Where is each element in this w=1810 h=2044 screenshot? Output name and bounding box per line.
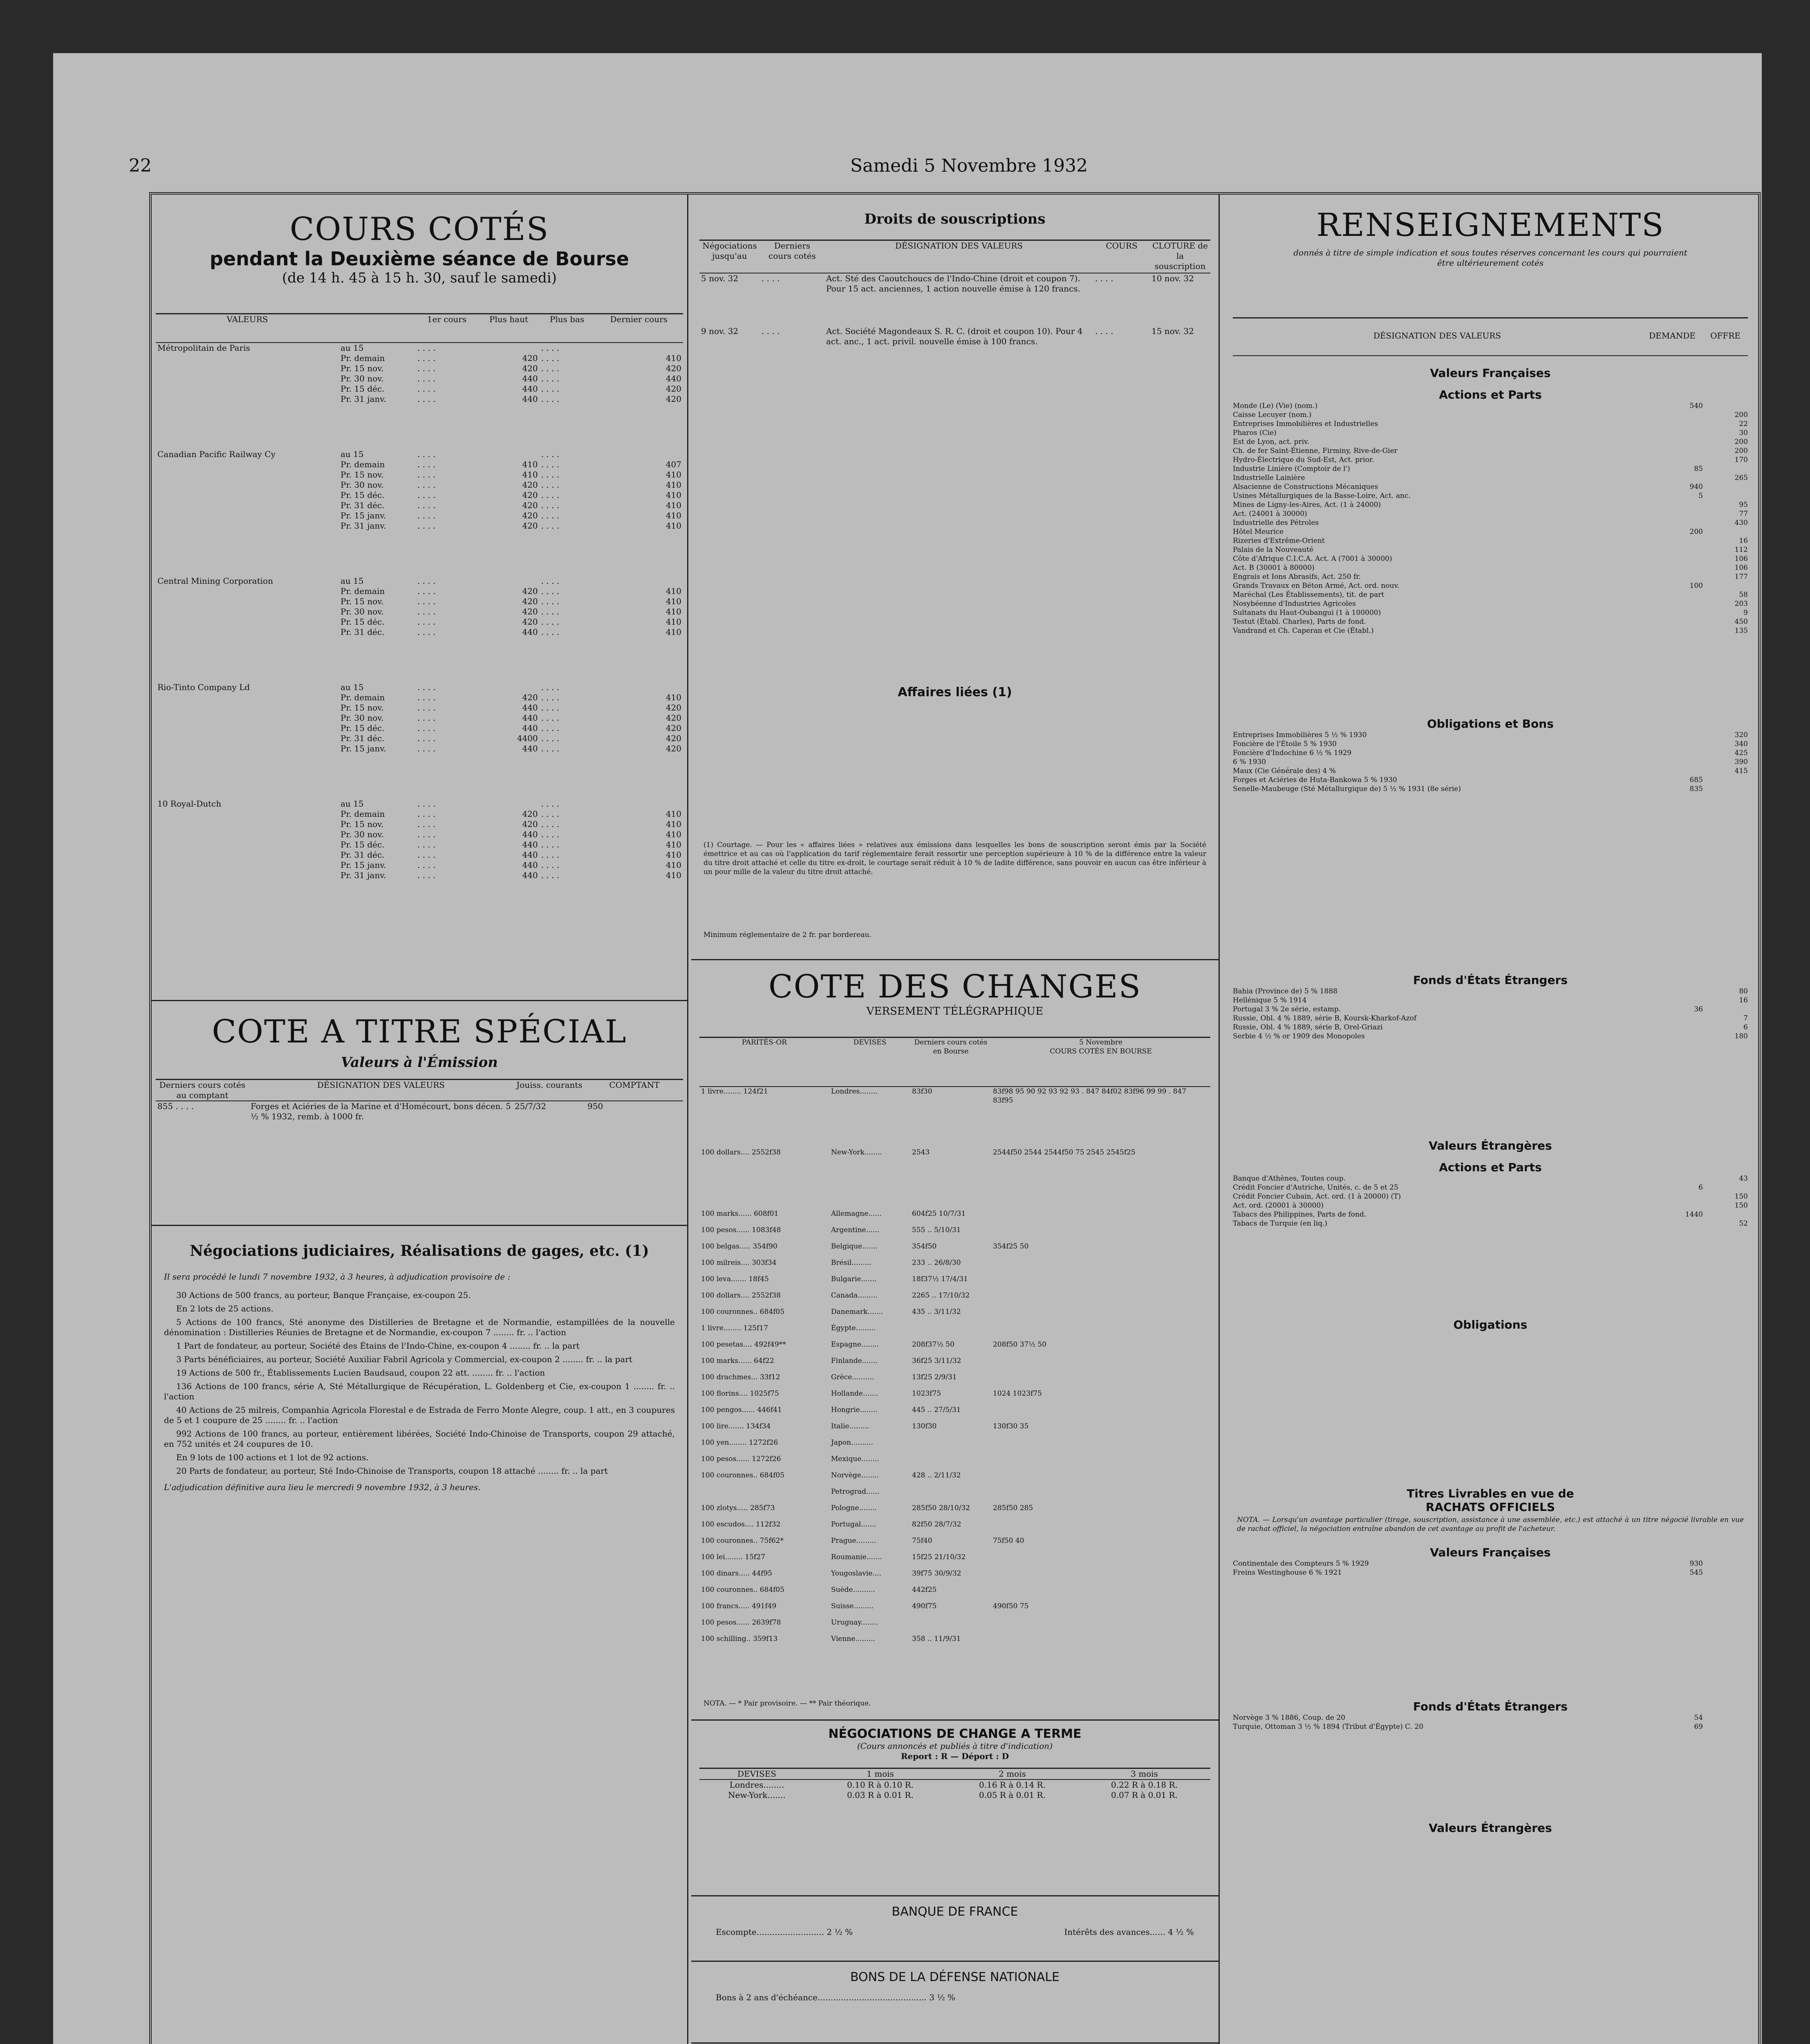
changes-title: COTE DES CHANGES (768, 968, 1142, 1005)
table-row: Central Mining Corporation au 15 . . . . . . . . (157, 576, 560, 586)
list-item: Act. (24001 à 30000) 77 (1233, 510, 1748, 518)
souscriptions-title: Droits de souscriptions (864, 211, 1046, 227)
list-item: 992 Actions de 100 francs, au porteur, entièrement libérées, Société Indo-Chinoise de Transports, coupon 29 attaché, en 752 unités et 24 coupures de 10. (164, 1429, 675, 1449)
table-row: Pr. 15 déc. . . . . 440 . . . . 420 (340, 723, 681, 733)
table-row: 100 yen........ 1272f26 Japon.......... (701, 1438, 874, 1447)
list-item: 3 Parts bénéficiaires, au porteur, Société Auxiliar Fabril Agricola y Commercial, ex-coupon 2 ........ fr. .. la part (176, 1354, 632, 1364)
list-item: Testut (Établ. Charles), Parts de fond. 450 (1233, 618, 1748, 626)
table-row: 100 dinars..... 44f95 Yougoslavie.... 39f75 30/9/32 (701, 1569, 961, 1578)
list-item: Hôtel Meurice 200 (1233, 528, 1703, 536)
table-row: Pr. 15 nov. . . . . 440 . . . . 420 (340, 702, 681, 713)
col-header: VALEURS (226, 314, 268, 324)
list-item: 30 Actions de 500 francs, au porteur, Banque Française, ex-coupon 25. (176, 1290, 471, 1300)
terme-table: DEVISES 1 mois 2 mois 3 mois Londres........ 0.10 R à 0.10 R. 0.16 R à 0.14 R. 0.22 R à 0.18 R. New-York....... 0.03 R à 0.01 R. 0.05 R à 0.01 R. 0.07 R à 0.01 R. (699, 1768, 1210, 1800)
list-item: Act. ord. (20001 à 30000) 150 (1233, 1201, 1748, 1210)
list-item: 5 Actions de 100 francs, Sté anonyme des Distilleries de Bretagne et de Normandie, estampillées de la nouvelle dénomination : Distilleries Réunies de Bretagne et de Normandie, ex-coupon 7 ........ fr. .. l'action (164, 1317, 675, 1337)
list-item: Entreprises Immobilières 5 ½ % 1930 320 (1233, 731, 1748, 739)
col-header: Plus bas (549, 314, 585, 324)
table-row: 100 leva....... 18f45 Bulgarie....... 18f37½ 17/4/31 (701, 1275, 968, 1283)
list-item: Pharos (Cie) 30 (1233, 429, 1748, 437)
negociations-section (152, 1225, 687, 1499)
col-jouiss: Jouiss. courants (516, 1080, 582, 1090)
list-item: Portugal 3 % 2e série, estamp. 36 (1233, 1005, 1703, 1013)
section-heading: Valeurs Françaises (1430, 366, 1551, 380)
table-row: 1 livre........ 124f21 Londres........ 83f30 83f98 95 90 92 93 92 93 . 847 84f02 83f96 99 99 . 847 83f95 (701, 1087, 1187, 1105)
bons-line: Bons à 2 ans d'échéance.......................................... 3 ½ % (716, 1992, 956, 2002)
list-item: 1 Part de fondateur, au porteur, Société des Étains de l'Indo-Chine, ex-coupon 4 ........ fr. .. la part (176, 1341, 580, 1351)
table-row: Pr. 30 nov. . . . . 440 . . . . 410 (340, 829, 681, 839)
table-row: Pr. demain . . . . 420 . . . . 410 (340, 353, 681, 363)
table-row: 100 escudos.... 112f32 Portugal....... 82f50 28/7/32 (701, 1520, 961, 1529)
section-heading: Valeurs Françaises (1430, 1546, 1551, 1559)
terme-section (691, 1719, 1219, 1806)
changes-section (691, 959, 1219, 1018)
souscriptions-minimum: Minimum réglementaire de 2 fr. par bordereau. (703, 931, 871, 939)
terme-title: NÉGOCIATIONS DE CHANGE A TERME (828, 1727, 1082, 1741)
table-row: 100 milreis.... 303f34 Brésil......... 233 .. 26/8/30 (701, 1258, 961, 1267)
table-row: 100 schilling.. 359f13 Vienne......... 358 .. 11/9/31 (701, 1634, 961, 1643)
cours-cotes-table (156, 313, 683, 926)
list-item: En 2 lots de 25 actions. (176, 1304, 273, 1313)
cours-cotes-title: COURS COTÉS (289, 211, 549, 248)
page-number: 22 (129, 155, 152, 176)
table-row: Pr. 15 déc. . . . . 420 . . . . 410 (340, 490, 681, 500)
col-desc: DÉSIGNATION DES VALEURS (317, 1080, 445, 1090)
list-item: Forges et Aciéries de Huta-Bankowa 5 % 1930 685 (1233, 776, 1703, 784)
list-item: Maux (Cie Générale des) 4 % 415 (1233, 767, 1748, 775)
list-item: Freins Westinghouse 6 % 1921 545 (1233, 1569, 1703, 1577)
list-item: Ch. de fer Saint-Étienne, Firminy, Rive-de-Gier 200 (1233, 447, 1748, 455)
table-row: 5 nov. 32 . . . . Act. Sté des Caoutchoucs de l'Indo-Chine (droit et coupon 7). Pour 15 act. anciennes, 1 action nouvelle émise à 120 francs. . . . . 10 nov. 32 (701, 273, 1194, 294)
cours-cotes-subtitle: pendant la Deuxième séance de Bourse (210, 248, 629, 270)
list-item: Sultanats du Haut-Oubangui (1 à 100000) 9 (1233, 609, 1748, 617)
table-row: New-York....... 0.03 R à 0.01 R. 0.05 R à 0.01 R. 0.07 R à 0.01 R. (728, 1790, 1178, 1800)
cours-cotes-subtitle2: (de 14 h. 45 à 15 h. 30, sauf le samedi) (282, 270, 557, 286)
banque-section (691, 1895, 1219, 1945)
list-item: Russie, Obl. 4 % 1889, série B, Koursk-Kharkof-Azof 7 (1233, 1014, 1748, 1022)
changes-subtitle: VERSEMENT TÉLÉGRAPHIQUE (866, 1005, 1044, 1018)
table-row: Pr. 31 janv. . . . . 440 . . . . 410 (340, 870, 681, 880)
list-item: Entreprises Immobilières et Industrielles 22 (1233, 420, 1748, 428)
table-row: Pr. 31 janv. . . . . 440 . . . . 420 (340, 394, 681, 404)
renseignements-subtitle: donnés à titre de simple indication et sous toutes réserves concernant les cours qui pourraient être ultérieurement cotés (1293, 248, 1687, 268)
renseignements-title: RENSEIGNEMENTS (1316, 207, 1664, 244)
table-row: 100 pesetas.... 492f49** Espagne........ 208f37½ 50 208f50 37½ 50 (701, 1340, 1046, 1349)
list-item: 136 Actions de 100 francs, série A, Sté Métallurgique de Récupération, L. Goldenberg et Cie, ex-coupon 1 ........ fr. .. l'action (164, 1381, 675, 1401)
col-header (339, 314, 416, 343)
table-row: 100 lei........ 15f27 Roumanie....... 15f25 21/10/32 (701, 1553, 966, 1561)
table-row: Pr. 15 nov. . . . . 410 . . . . 410 (340, 469, 681, 480)
cote-special-title: COTE A TITRE SPÉCIAL (212, 1013, 627, 1050)
col-header: Plus haut (489, 314, 529, 324)
table-row: Pr. 30 nov. . . . . 420 . . . . 410 (340, 480, 681, 490)
list-item: Côte d'Afrique C.I.C.A. Act. A (7001 à 30000) 106 (1233, 555, 1748, 563)
list-item: Alsacienne de Constructions Mécaniques 940 (1233, 483, 1703, 491)
section-heading: Fonds d'États Étrangers (1413, 1700, 1568, 1713)
cote-special-subtitle: Valeurs à l'Émission (340, 1054, 498, 1071)
banque-avances: Intérêts des avances...... 4 ½ % (1064, 1927, 1194, 1937)
list-item: Usines Métallurgiques de la Basse-Loire, Act. anc. 5 (1233, 492, 1703, 500)
bons-title: BONS DE LA DÉFENSE NATIONALE (850, 1970, 1060, 1984)
table-row: 100 florins.... 1025f75 Hollande....... 1023f75 1024 1023f75 (701, 1389, 1042, 1398)
negociations-intro: Il sera procédé le lundi 7 novembre 1932, à 3 heures, à adjudication provisoire de : (164, 1272, 511, 1282)
table-row: Pr. 31 déc. . . . . 4400 . . . . 420 (340, 733, 681, 743)
changes-table: PARITÉS-OR DEVISES Derniers cours cotés en Bourse 5 Novembre COURS COTÉS EN BOURSE 1 livre........ 124f21 Londres........ 83f30 83f98 95 90 92 93 92 93 . 847 84f02 83f96 99 99 . 847 83f95 100 dollars.... 2552f38 New-York........ 2543 2544f50 2544 2544f50 75 2545 2545f25 100 marks...... 608f01 Allemagne...... 604f25 10/7/31 100 pesos...... 1083f48 Argentine...... 555 .. 5/10/31 100 belgas..... 354f90 Belgique....... 354f50 354f25 50 100 milreis.... 303f34 Brésil......... 233 .. 26/8/30 100 leva....... 18f45 Bulgarie....... 18f37½ 17/4/31 100 dollars.... 2552f38 Canada......... 2265 .. 17/10/32 100 couronnes.. 684f05 Danemark....... 435 .. 3/11/32 1 livre........ 125f17 Égypte......... 100 pesetas.... 492f49** Espagne........ 208f37½ 50 208f50 37½ 50 100 marks...... 64f22 Finlande....... 36f25 3/11/32 100 drachmes... 33f12 Grèce.......... 13f25 2/9/31 100 florins.... 1025f75 Hollande....... 1023f75 1024 1023f75 100 pengos...... 446f41 Hongrie........ 445 .. 27/5/31 100 lire....... 134f34 Italie......... 130f30 130f30 35 100 yen........ 1272f26 Japon.......... 100 pesos...... 1272f26 Mexique........ 100 couronnes.. 684f05 Norvège........ 428 .. 2/11/32 Petrograd...... 100 zlotys..... 285f73 Pologne........ 285f50 28/10/32 285f50 285 100 escudos.... 112f32 Portugal....... 82f50 28/7/32 100 couronnes.. 75f62* Prague......... 75f40 75f50 40 100 lei........ 15f27 Roumanie....... 15f25 21/10/32 100 dinars..... 44f95 Yougoslavie.... 39f75 30/9/32 100 couronnes.. 684f05 Suède.......... 442f25 100 francs..... 491f49 Suisse......... 490f75 490f50 75 100 pesos...... 2639f78 Uruguay........ 100 schilling.. 359f13 Vienne......... 358 .. 11/9/31 (699, 1037, 1210, 1651)
table-row: 100 lire....... 134f34 Italie......... 130f30 130f30 35 (701, 1422, 1029, 1430)
list-item: 19 Actions de 500 fr., Établissements Lucien Baudsaud, coupon 22 att. ........ fr. .. l'action (176, 1368, 545, 1378)
cote-special-section (152, 1000, 687, 1122)
list-item: Palais de la Nouveauté 112 (1233, 546, 1748, 554)
list-item: Continentale des Compteurs 5 % 1929 930 (1233, 1560, 1703, 1568)
table-row: Canadian Pacific Railway Cy au 15 . . . . . . . . (157, 449, 560, 459)
list-item: Industrielle Lainière 265 (1233, 474, 1748, 482)
table-row: Métropolitain de Paris au 15 . . . . . . . . (157, 343, 560, 353)
list-item: Bahia (Province de) 5 % 1888 80 (1233, 987, 1748, 995)
section-heading: Fonds d'États Étrangers (1413, 973, 1568, 987)
table-row: Pr. 15 déc. . . . . 440 . . . . 410 (340, 839, 681, 849)
table-row: 100 marks...... 64f22 Finlande....... 36f25 3/11/32 (701, 1356, 961, 1365)
table-row: Pr. 30 nov. . . . . 440 . . . . 420 (340, 713, 681, 723)
table-row: 100 pesos...... 1272f26 Mexique........ (701, 1455, 879, 1463)
terme-legend: Report : R — Déport : D (901, 1751, 1009, 1761)
table-row: 100 couronnes.. 684f05 Danemark....... 435 .. 3/11/32 (701, 1307, 961, 1316)
table-row: 9 nov. 32 . . . . Act. Société Magondeaux S. R. C. (droit et coupon 10). Pour 4 act. anc., 1 act. privil. nouvelle émise à 100 francs. . . . . 15 nov. 32 (701, 326, 1194, 346)
table-row: Pr. 15 nov. . . . . 420 . . . . 410 (340, 596, 681, 606)
souscriptions-footnote: (1) Courtage. — Pour les « affaires liées » relatives aux émissions dans lesquelles les bons de souscription seront émis par la Société émettrice et au cas où l'application du tarif réglementaire ferait ressortir une perception supérieure à 10 % de la différence entre la valeur du titre droit attaché et celle du titre ex-droit, le courtage serait réduit à 10 % de ladite différence, sans pouvoir en aucun cas être inférieur à un pour mille de la valeur du titre droit attaché. (703, 841, 1206, 876)
table-row: 100 couronnes.. 684f05 Suède.......... 442f25 (701, 1585, 937, 1594)
table-row: Pr. 15 janv. . . . . 440 . . . . 410 (340, 860, 681, 870)
section-heading: RACHATS OFFICIELS (1425, 1500, 1555, 1514)
list-item: Mines de Ligny-les-Aires, Act. (1 à 24000) 95 (1233, 501, 1748, 509)
list-item: Est de Lyon, act. priv. 200 (1233, 438, 1748, 446)
table-row: 100 dollars.... 2552f38 New-York........ 2543 2544f50 2544 2544f50 75 2545 2545f25 (701, 1148, 1136, 1156)
table-row: 100 pengos...... 446f41 Hongrie........ 445 .. 27/5/31 (701, 1405, 961, 1414)
list-item: Industrielle des Pétroles 430 (1233, 519, 1748, 527)
section-heading: Titres Livrables en vue de (1407, 1487, 1574, 1500)
list-item: Crédit Foncier Cubain, Act. ord. (1 à 20000) (T) 150 (1233, 1192, 1748, 1201)
negociations-title: Négociations judiciaires, Réalisations de gages, etc. (1) (190, 1242, 649, 1260)
table-row: 100 dollars.... 2552f38 Canada......... 2265 .. 17/10/32 (701, 1291, 970, 1300)
table-row: Pr. demain . . . . 420 . . . . 410 (340, 692, 681, 702)
table-row: Pr. 31 déc. . . . . 420 . . . . 410 (340, 500, 681, 510)
page-date: Samedi 5 Novembre 1932 (850, 155, 1088, 176)
col-header: 1er cours (427, 314, 467, 324)
table-row: 100 zlotys..... 285f73 Pologne........ 285f50 28/10/32 285f50 285 (701, 1504, 1033, 1512)
col-header: Dernier cours (610, 314, 668, 324)
table-row: Pr. demain . . . . 420 . . . . 410 (340, 809, 681, 819)
column-left (152, 195, 688, 2044)
table-row: Pr. 15 nov. . . . . 420 . . . . 420 (340, 363, 681, 373)
table-row: 100 marks...... 608f01 Allemagne...... 604f25 10/7/31 (701, 1209, 966, 1218)
table-row: 100 francs..... 491f49 Suisse......... 490f75 490f50 75 (701, 1602, 1029, 1610)
list-item: Caisse Lecuyer (nom.) 200 (1233, 411, 1748, 419)
table-row: Rio-Tinto Company Ld au 15 . . . . . . . . (157, 682, 560, 692)
list-item: En 9 lots de 100 actions et 1 lot de 92 actions. (176, 1452, 369, 1462)
list-item: Maréchal (Les Établissements), tit. de part 58 (1233, 591, 1748, 599)
table-row: 100 couronnes.. 684f05 Norvège........ 428 .. 2/11/32 (701, 1471, 961, 1479)
list-item: Monde (Le) (Vie) (nom.) 540 (1233, 402, 1703, 410)
table-row: 10 Royal-Dutch au 15 . . . . . . . . (157, 798, 560, 809)
list-item: Vandrand et Ch. Caperan et Cie (Établ.) 135 (1233, 627, 1748, 635)
column-right (1225, 195, 1756, 2044)
table-row: Petrograd...... (831, 1487, 880, 1496)
table-row: Pr. demain . . . . 420 . . . . 410 (340, 586, 681, 596)
souscriptions-table: Négociations jusqu'au Derniers cours cotés DÉSIGNATION DES VALEURS COURS CLOTURE de la souscription 5 nov. 32 . . . . Act. Sté des Caoutchoucs de l'Indo-Chine (droit et coupon 7). Pour 15 act. anciennes, 1 action nouvelle émise à 120 francs. . . . . 10 nov. 32 9 nov. 32 . . . . Act. Société Magondeaux S. R. C. (droit et coupon 10). Pour 4 act. anc., 1 act. privil. nouvelle émise à 100 francs. . . . . 15 nov. 32 (699, 240, 1210, 379)
section-heading: Obligations (1453, 1318, 1528, 1331)
list-item: 20 Parts de fondateur, au porteur, Sté Indo-Chinoise de Transports, coupon 18 attaché ........ fr. .. la part (176, 1466, 608, 1476)
col-comptant: COMPTANT (609, 1080, 660, 1090)
table-row: 100 couronnes.. 75f62* Prague......... 75f40 75f50 40 (701, 1536, 1024, 1545)
list-item: Foncière de l'Étoile 5 % 1930 340 (1233, 740, 1748, 748)
list-item: Crédit Foncier d'Autriche, Unités, c. de 5 et 25 6 (1233, 1183, 1703, 1192)
list-item: Engrais et Ions Abrasifs, Act. 250 fr. 177 (1233, 573, 1748, 581)
list-item: 40 Actions de 25 milreis, Companhia Agricola Florestal e de Estrada de Ferro Monte Alegre, coup. 1 att., en 3 coupures de 5 et 1 coupure de 25 ........ fr. .. l'action (164, 1405, 675, 1425)
section-heading: Valeurs Étrangères (1429, 1821, 1552, 1835)
table-header-row (156, 314, 683, 343)
cours-cotes-header (152, 211, 687, 286)
renseignements-header-row: DÉSIGNATION DES VALEURS DEMANDE OFFRE (1233, 317, 1748, 356)
page-frame (149, 192, 1761, 2044)
section-heading: Actions et Parts (1439, 388, 1542, 401)
list-item: 6 % 1930 390 (1233, 758, 1748, 766)
table-row: Pr. demain . . . . 410 . . . . 407 (340, 459, 681, 469)
affaires-liees: Affaires liées (1) (898, 685, 1012, 699)
table-row: Pr. 31 janv. . . . . 420 . . . . 410 (340, 520, 681, 531)
table-row: Pr. 15 janv. . . . . 420 . . . . 410 (340, 510, 681, 520)
table-row: Pr. 15 janv. . . . . 440 . . . . 420 (340, 743, 681, 753)
list-item: Rizeries d'Extrême-Orient 16 (1233, 537, 1748, 545)
table-row: Pr. 15 déc. . . . . 440 . . . . 420 (340, 383, 681, 394)
column-middle (691, 195, 1220, 2044)
table-row: Londres........ 0.10 R à 0.10 R. 0.16 R à 0.14 R. 0.22 R à 0.18 R. (729, 1780, 1178, 1790)
list-item: Hydro-Électrique du Sud-Est, Act. prior. 170 (1233, 456, 1748, 464)
section-heading: Actions et Parts (1439, 1161, 1542, 1174)
cote-special-table (156, 1079, 683, 1122)
table-row: Pr. 15 déc. . . . . 420 . . . . 410 (340, 616, 681, 627)
section-heading: Valeurs Étrangères (1429, 1139, 1552, 1152)
list-item: Senelle-Maubeuge (Sté Métallurgique de) 5 ½ % 1931 (8e série) 835 (1233, 785, 1703, 793)
list-item: Hellénique 5 % 1914 16 (1233, 996, 1748, 1004)
banque-escompte: Escompte.......................... 2 ½ % (716, 1927, 853, 1937)
list-item: Russie, Obl. 4 % 1889, série B, Orel-Griazi 6 (1233, 1023, 1748, 1031)
table-row: Pr. 31 déc. . . . . 440 . . . . 410 (340, 627, 681, 637)
changes-nota: NOTA. — * Pair provisoire. — ** Pair théorique. (703, 1699, 871, 1708)
list-item: Tabacs des Philippines, Parts de fond. 1440 (1233, 1210, 1703, 1219)
banque-title: BANQUE DE FRANCE (892, 1905, 1018, 1919)
list-item: Turquie, Ottoman 3 ½ % 1894 (Tribut d'Égypte) C. 20 69 (1233, 1723, 1703, 1731)
list-item: Nosybéenne d'Industries Agricoles 203 (1233, 600, 1748, 608)
section-heading: Obligations et Bons (1427, 717, 1554, 731)
list-item: Norvège 3 % 1886, Coup. de 20 54 (1233, 1714, 1703, 1722)
list-item: Act. B (30001 à 80000) 106 (1233, 564, 1748, 572)
list-item: Serbie 4 ½ % or 1909 des Monopoles 180 (1233, 1032, 1748, 1040)
list-item: Banque d'Athènes, Toutes coup. 43 (1233, 1174, 1748, 1183)
rachats-nota: NOTA. — Lorsqu'un avantage particulier (tirage, souscription, assistance à une assemblée, etc.) est attaché à un titre négocié livrable en vue de rachat officiel, la négociation entraîne abandon de cet avantage au profit de l'acheteur. (1237, 1516, 1744, 1533)
table-row: Pr. 30 nov. . . . . 440 . . . . 440 (340, 373, 681, 383)
bons-section (691, 1961, 1219, 2011)
table-row: 1 livre........ 125f17 Égypte......... (701, 1324, 876, 1332)
table-row: 100 pesos...... 1083f48 Argentine...... 555 .. 5/10/31 (701, 1226, 961, 1234)
list-item: Industrie Linière (Comptoir de l') 85 (1233, 465, 1703, 473)
table-row: Pr. 31 déc. . . . . 440 . . . . 410 (340, 849, 681, 860)
table-row: Pr. 15 nov. . . . . 420 . . . . 410 (340, 819, 681, 829)
list-item: Tabacs de Turquie (en liq.) 52 (1233, 1219, 1748, 1228)
col-last: Derniers cours cotés au comptant (159, 1080, 246, 1100)
table-row: 100 belgas..... 354f90 Belgique....... 354f50 354f25 50 (701, 1242, 1029, 1251)
negociations-closing: L'adjudication définitive aura lieu le mercredi 9 novembre 1932, à 3 heures. (164, 1482, 481, 1492)
imprint (691, 2042, 1219, 2044)
table-row: 100 pesos...... 2639f78 Uruguay........ (701, 1618, 878, 1627)
table-row: 100 drachmes... 33f12 Grèce.......... 13f25 2/9/31 (701, 1373, 957, 1381)
table-row: Pr. 30 nov. . . . . 420 . . . . 410 (340, 606, 681, 616)
list-item: Foncière d'Indochine 6 ½ % 1929 425 (1233, 749, 1748, 757)
table-row: 855 . . . . Forges et Aciéries de la Marine et d'Homécourt, bons décen. 5 ½ % 1932, remb. à 1000 fr. 25/7/32 950 (157, 1101, 603, 1121)
terme-subtitle: (Cours annoncés et publiés à titre d'indication) (857, 1741, 1053, 1751)
list-item: Grands Travaux en Béton Armé, Act. ord. nouv. 100 (1233, 582, 1703, 590)
